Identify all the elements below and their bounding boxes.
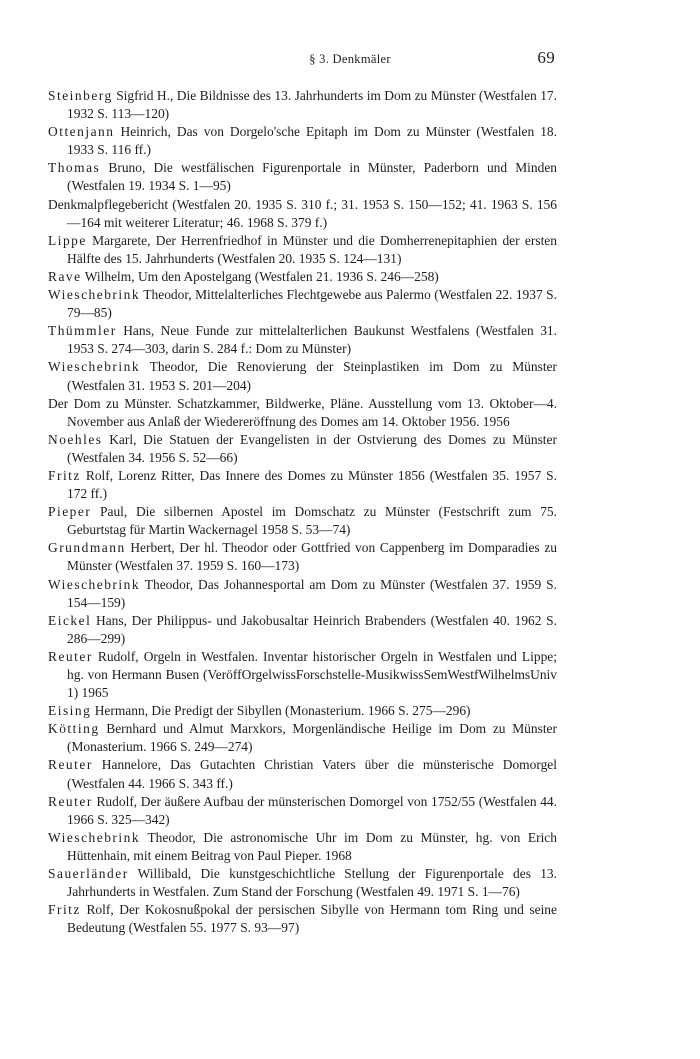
section-title: § 3. Denkmäler — [309, 52, 391, 66]
entry-text: Rolf, Lorenz Ritter, Das Innere des Domes zu Münster 1856 (Westfalen 35. 1957 S. 172 ff.) — [67, 467, 557, 502]
author-surname: Ottenjann — [48, 124, 115, 140]
page-number: 69 — [537, 48, 555, 67]
bibliography-entry — [48, 756, 557, 792]
author-surname: Fritz — [48, 902, 81, 918]
bibliography-entry — [48, 123, 557, 159]
bibliography-entry — [48, 865, 557, 901]
entry-text: Bernhard und Almut Marxkors, Morgenländische Heilige im Dom zu Münster (Monasterium. 1966 S. 249—274) — [67, 721, 557, 755]
entry-text: Willibald, Die kunstgeschichtliche Stellung der Figurenportale des 13. Jahrhunderts in Westfalen. Zum Stand der Forschung (Westfalen 49. 1971 S. 1—76) — [67, 866, 557, 900]
entry-text: Theodor, Die astronomische Uhr im Dom zu Münster, hg. von Erich Hüttenhain, mit einem Beitrag von Paul Pieper. 1968 — [67, 829, 557, 863]
author-surname: Wieschebrink — [48, 576, 141, 592]
entry-text: Bruno, Die westfälischen Figurenportale in Münster, Paderborn und Minden (Westfalen 19. 1934 S. 1—95) — [67, 160, 557, 194]
author-surname: Wieschebrink — [48, 829, 141, 845]
entry-text: Karl, Die Statuen der Evangelisten in der Ostvierung des Domes zu Münster (Westfalen 34. 1956 S. 52—66) — [67, 431, 557, 465]
bibliography-entry — [48, 503, 557, 539]
bibliography-entry — [48, 793, 557, 829]
entry-text: Theodor, Die Renovierung der Steinplastiken im Dom zu Münster (Westfalen 31. 1953 S. 201—204) — [67, 359, 557, 393]
entry-text: Hermann, Die Predigt der Sibyllen (Monasterium. 1966 S. 275—296) — [91, 703, 471, 719]
author-surname: Thümmler — [48, 323, 117, 339]
entry-text: Theodor, Das Johannesportal am Dom zu Münster (Westfalen 37. 1959 S. 154—159) — [67, 576, 557, 610]
bibliography-entry — [48, 467, 557, 503]
bibliography-entry — [48, 232, 557, 268]
bibliography-entry — [48, 576, 557, 612]
bibliography-entry — [48, 829, 557, 865]
entry-text: Rudolf, Der äußere Aufbau der münsterischen Domorgel von 1752/55 (Westfalen 44. 1966 S. 325—342) — [67, 793, 557, 827]
author-surname: Eising — [48, 703, 92, 719]
bibliography-entry — [48, 702, 557, 720]
bibliography-entry — [48, 612, 557, 648]
entry-text: Theodor, Mittelalterliches Flechtgewebe aus Palermo (Westfalen 22. 1937 S. 79—85) — [67, 287, 557, 321]
bibliography-entry — [48, 87, 557, 123]
bibliography-entry — [48, 196, 557, 232]
entry-text: Sigfrid H., Die Bildnisse des 13. Jahrhunderts im Dom zu Münster (Westfalen 17. 1932 S. 113—120) — [67, 88, 557, 122]
entry-text: Hannelore, Das Gutachten Christian Vaters über die münsterische Domorgel (Westfalen 44. 1966 S. 343 ff.) — [67, 757, 557, 791]
bibliography-entry — [48, 159, 557, 195]
author-surname: Pieper — [48, 504, 92, 520]
author-surname: Grundmann — [48, 540, 126, 556]
bibliography-entry — [48, 322, 557, 358]
author-surname: Kötting — [48, 721, 100, 737]
author-surname: Steinberg — [48, 88, 113, 103]
entry-text: Hans, Der Philippus- und Jakobusaltar Heinrich Brabenders (Westfalen 40. 1962 S. 286—299) — [67, 612, 557, 646]
entry-text: Heinrich, Das von Dorgelo'sche Epitaph im Dom zu Münster (Westfalen 18. 1933 S. 116 ff.) — [67, 124, 557, 158]
entry-text: Margarete, Der Herrenfriedhof in Münster und die Domherrenepitaphien der ersten Hälfte des 15. Jahrhunderts (Westfalen 20. 1935 S. 124—131) — [67, 232, 557, 266]
author-surname: Wieschebrink — [48, 359, 141, 375]
entry-text: Rudolf, Orgeln in Westfalen. Inventar historischer Orgeln in Westfalen und Lippe; hg. von Hermann Busen (VeröffOrgelwissForschstelle-MusikwissSemWestfWilhelmsUniv 1) 1965 — [67, 648, 557, 701]
bibliography-entry — [48, 268, 557, 286]
entry-text: Der Dom zu Münster. Schatzkammer, Bildwerke, Pläne. Ausstellung vom 13. Oktober—4. November aus Anlaß der Wiedereröffnung des Domes am 14. Oktober 1956. 1956 — [48, 395, 557, 429]
author-surname: Noehles — [48, 431, 103, 447]
entry-text: Wilhelm, Um den Apostelgang (Westfalen 21. 1936 S. 246—258) — [81, 268, 439, 284]
bibliography-entry — [48, 901, 557, 937]
bibliography-entry — [48, 395, 557, 431]
entry-text: Paul, Die silbernen Apostel im Domschatz zu Münster (Festschrift zum 75. Geburtstag für Martin Wackernagel 1958 S. 53—74) — [67, 504, 557, 538]
bibliography-entry — [48, 720, 557, 756]
author-surname: Eickel — [48, 612, 92, 628]
bibliography-entry — [48, 539, 557, 575]
author-surname: Reuter — [48, 757, 93, 773]
bibliography-entry — [48, 431, 557, 467]
author-surname: Fritz — [48, 467, 81, 483]
author-surname: Rave — [48, 268, 82, 284]
author-surname: Sauerländer — [48, 866, 129, 882]
author-surname: Reuter — [48, 648, 93, 664]
entry-text: Denkmalpflegebericht (Westfalen 20. 1935 S. 310 f.; 31. 1953 S. 150—152; 41. 1963 S. 156—164 mit weiterer Literatur; 46. 1968 S. 379 f.) — [48, 196, 557, 230]
bibliography-list — [48, 87, 557, 937]
bibliography-entry — [48, 286, 557, 322]
author-surname: Wieschebrink — [48, 287, 141, 303]
bibliography-entry — [48, 358, 557, 394]
author-surname: Lippe — [48, 232, 87, 248]
entry-text: Hans, Neue Funde zur mittelalterlichen Baukunst Westfalens (Westfalen 31. 1953 S. 274—303, darin S. 284 f.: Dom zu Münster) — [67, 323, 557, 357]
entry-text: Rolf, Der Kokosnußpokal der persischen Sibylle von Hermann tom Ring und seine Bedeutung (Westfalen 55. 1977 S. 93—97) — [67, 902, 557, 936]
bibliography-entry — [48, 648, 557, 702]
author-surname: Thomas — [48, 160, 101, 176]
entry-text: Herbert, Der hl. Theodor oder Gottfried von Cappenberg im Domparadies zu Münster (Westfalen 37. 1959 S. 160—173) — [67, 540, 557, 574]
author-surname: Reuter — [48, 793, 93, 809]
